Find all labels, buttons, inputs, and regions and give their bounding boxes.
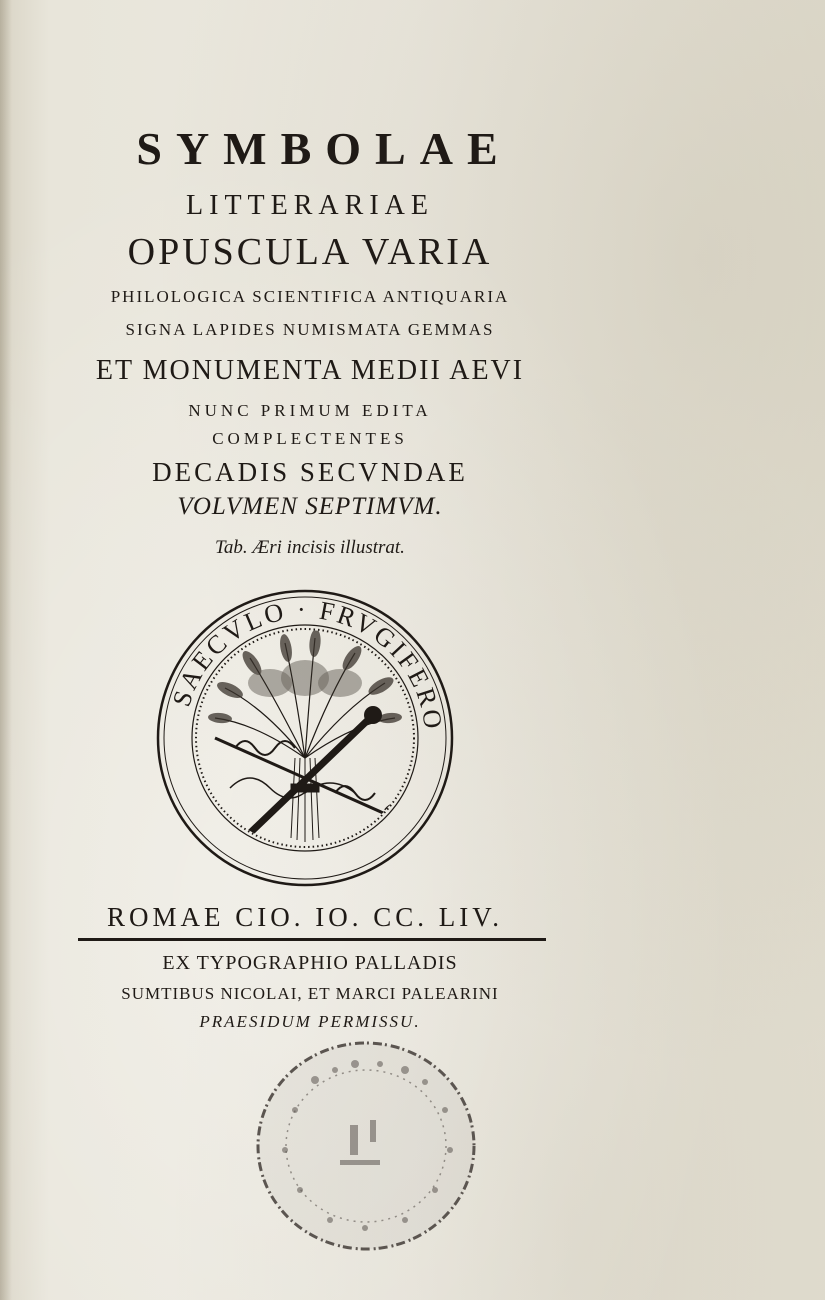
title-line-7: COMPLECTENTES (212, 429, 408, 448)
title-line-5: ET MONUMENTA MEDII AEVI (95, 355, 525, 386)
wheat-sheaf-caduceus-emblem-icon (155, 588, 455, 888)
title-line-2: OPUSCULA VARIA (127, 231, 493, 273)
title-line-6: NUNC PRIMUM EDITA (188, 401, 432, 420)
imprint-sponsors: SUMTIBUS NICOLAI, ET MARCI PALEARINI (121, 984, 499, 1003)
title-line-9: VOLVMEN SEPTIMVM. (177, 493, 443, 520)
title-line-3: PHILOLOGICA SCIENTIFICA ANTIQUARIA (110, 287, 510, 306)
emblem-motto: SAECVLO · FRVGIFERO (166, 594, 449, 734)
imprint-printer: EX TYPOGRAPHIO PALLADIS (162, 952, 458, 974)
title-line-1: LITTERARIAE (186, 190, 434, 221)
book-title: SYMBOLAE (136, 123, 512, 174)
title-line-10: Tab. Æri incisis illustrat. (215, 537, 405, 558)
title-line-8: DECADIS SECVNDAE (152, 457, 468, 487)
library-ownership-stamp-icon (255, 1040, 477, 1252)
imprint-place-date: ROMAE CIO. IO. CC. LIV. (106, 902, 503, 932)
title-line-4: SIGNA LAPIDES NUMISMATA GEMMAS (125, 320, 495, 339)
imprint-rule (78, 938, 546, 941)
imprint-permission: PRAESIDUM PERMISSU. (199, 1012, 421, 1031)
